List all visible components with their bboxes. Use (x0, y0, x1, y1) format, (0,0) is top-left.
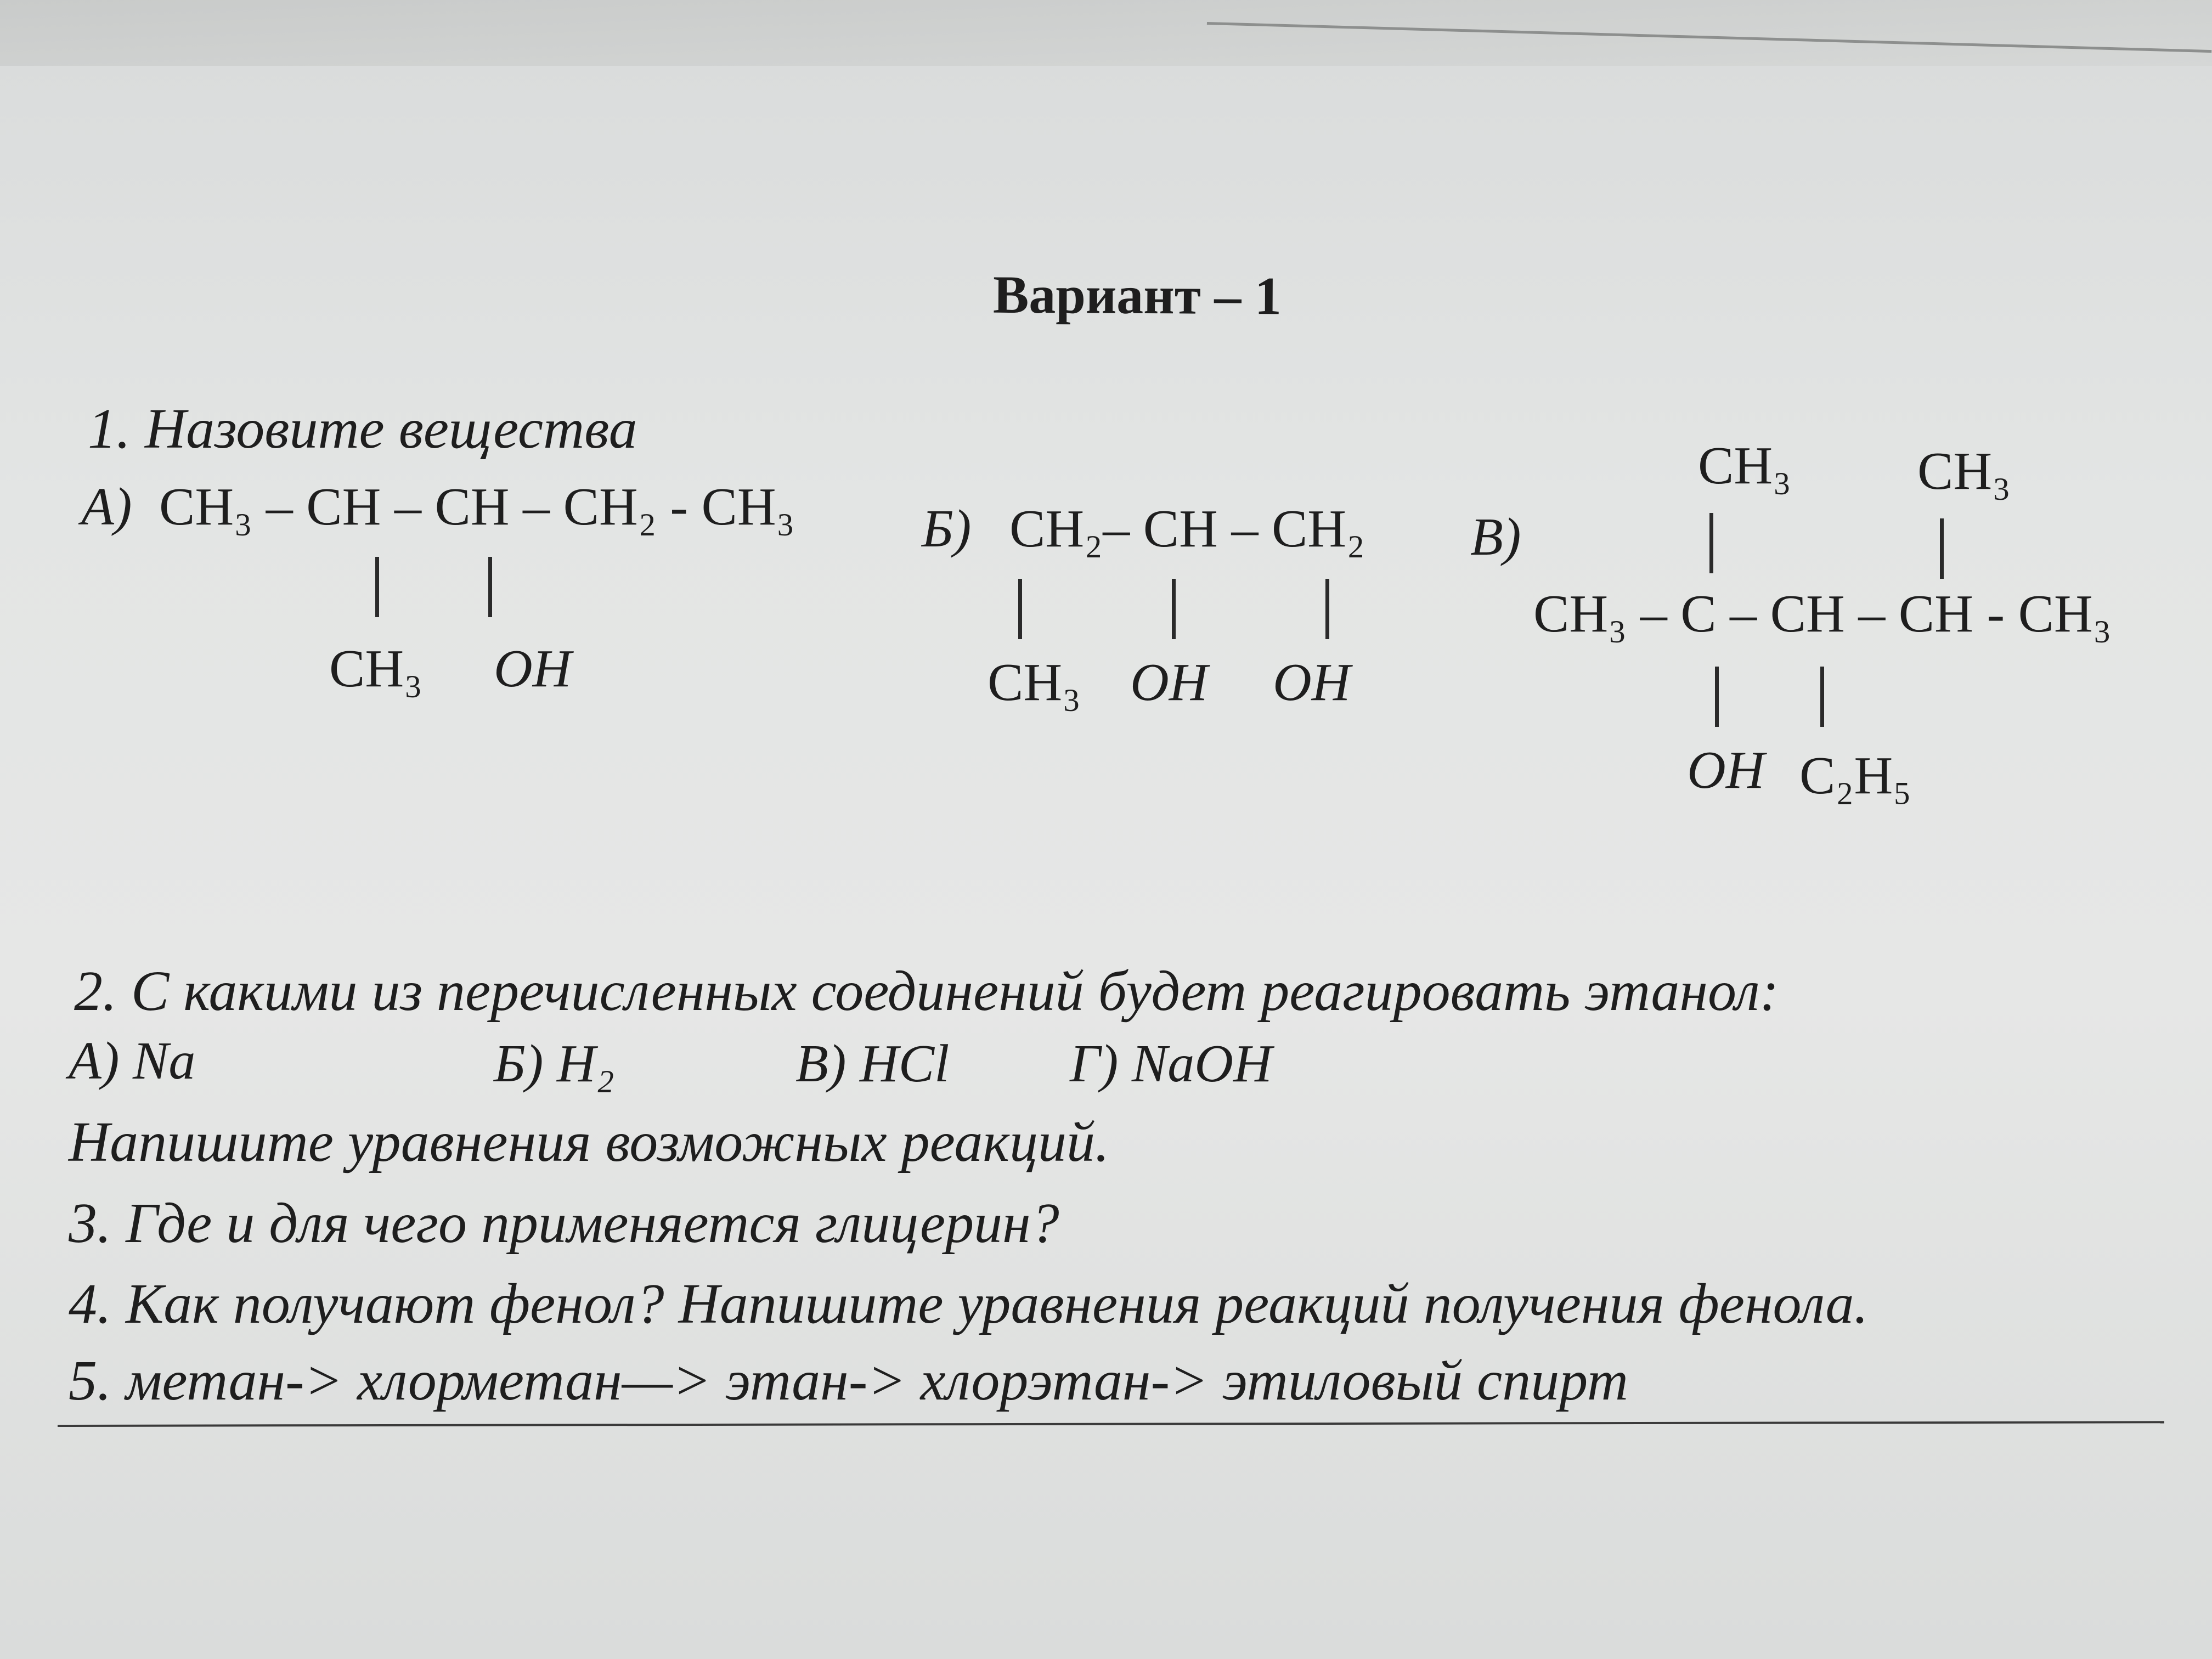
question-2: 2. С какими из перечисленных соединений будет реагировать этанол: (74, 960, 1779, 1023)
substance-v-formula: CH₃ – C – CH – CH - CH₃ (1533, 584, 2112, 644)
substance-v-bond-bottom-2 (1820, 667, 1824, 727)
substance-b-formula: CH₂– CH – CH₂ (1009, 499, 1365, 558)
substance-v-top-1: CH₃ (1698, 436, 1792, 495)
substance-b-sub-3: OH (1273, 653, 1351, 712)
q2-option-a: А) Na (69, 1031, 196, 1091)
substance-v-top-2: CH₃ (1917, 442, 2011, 501)
q2-option-v: В) HCl (795, 1034, 950, 1093)
q2-option-g: Г) NaOH (1070, 1034, 1272, 1093)
substance-b-sub-1: CH₃ (988, 653, 1081, 712)
substance-b-bond-1 (1018, 579, 1022, 639)
substance-b-bond-3 (1325, 579, 1329, 639)
substance-b-bond-2 (1172, 579, 1176, 639)
substance-v-bond-top-1 (1709, 513, 1713, 573)
substance-v-bond-top-2 (1940, 518, 1944, 579)
question-3: 3. Где и для чего применяется глицерин? (69, 1192, 1059, 1255)
question-4: 4. Как получают фенол? Напишите уравнения реакций получения фенола. (69, 1272, 1869, 1335)
substance-a-bond-1 (375, 557, 379, 617)
substance-a-bond-2 (488, 557, 492, 617)
q2-task: Напишите уравнения возможных реакций. (69, 1110, 1110, 1173)
substance-v-sub-2: C₂H₅ (1799, 746, 1912, 805)
substance-b-label: Б) (922, 499, 972, 558)
question-5: 5. метан-> хлорметан—> этан-> хлорэтан-> этиловый спирт (69, 1349, 1628, 1412)
substance-v-label: В) (1470, 507, 1521, 567)
underline-rule (58, 1421, 2164, 1427)
substance-v-bond-bottom-1 (1715, 667, 1719, 727)
substance-a-sub-1: CH₃ (329, 639, 423, 698)
substance-a-label: А) (81, 477, 132, 537)
page-title: Вариант – 1 (992, 265, 1282, 326)
substance-a-formula: CH₃ – CH – CH – CH₂ - CH₃ (159, 477, 795, 537)
substance-v-sub-1: OH (1687, 741, 1765, 800)
substance-b-sub-2: OH (1130, 653, 1208, 712)
q2-option-b: Б) H₂ (494, 1034, 614, 1093)
substance-a-sub-2: OH (494, 639, 572, 698)
question-1: 1. Назовите вещества (88, 397, 637, 460)
